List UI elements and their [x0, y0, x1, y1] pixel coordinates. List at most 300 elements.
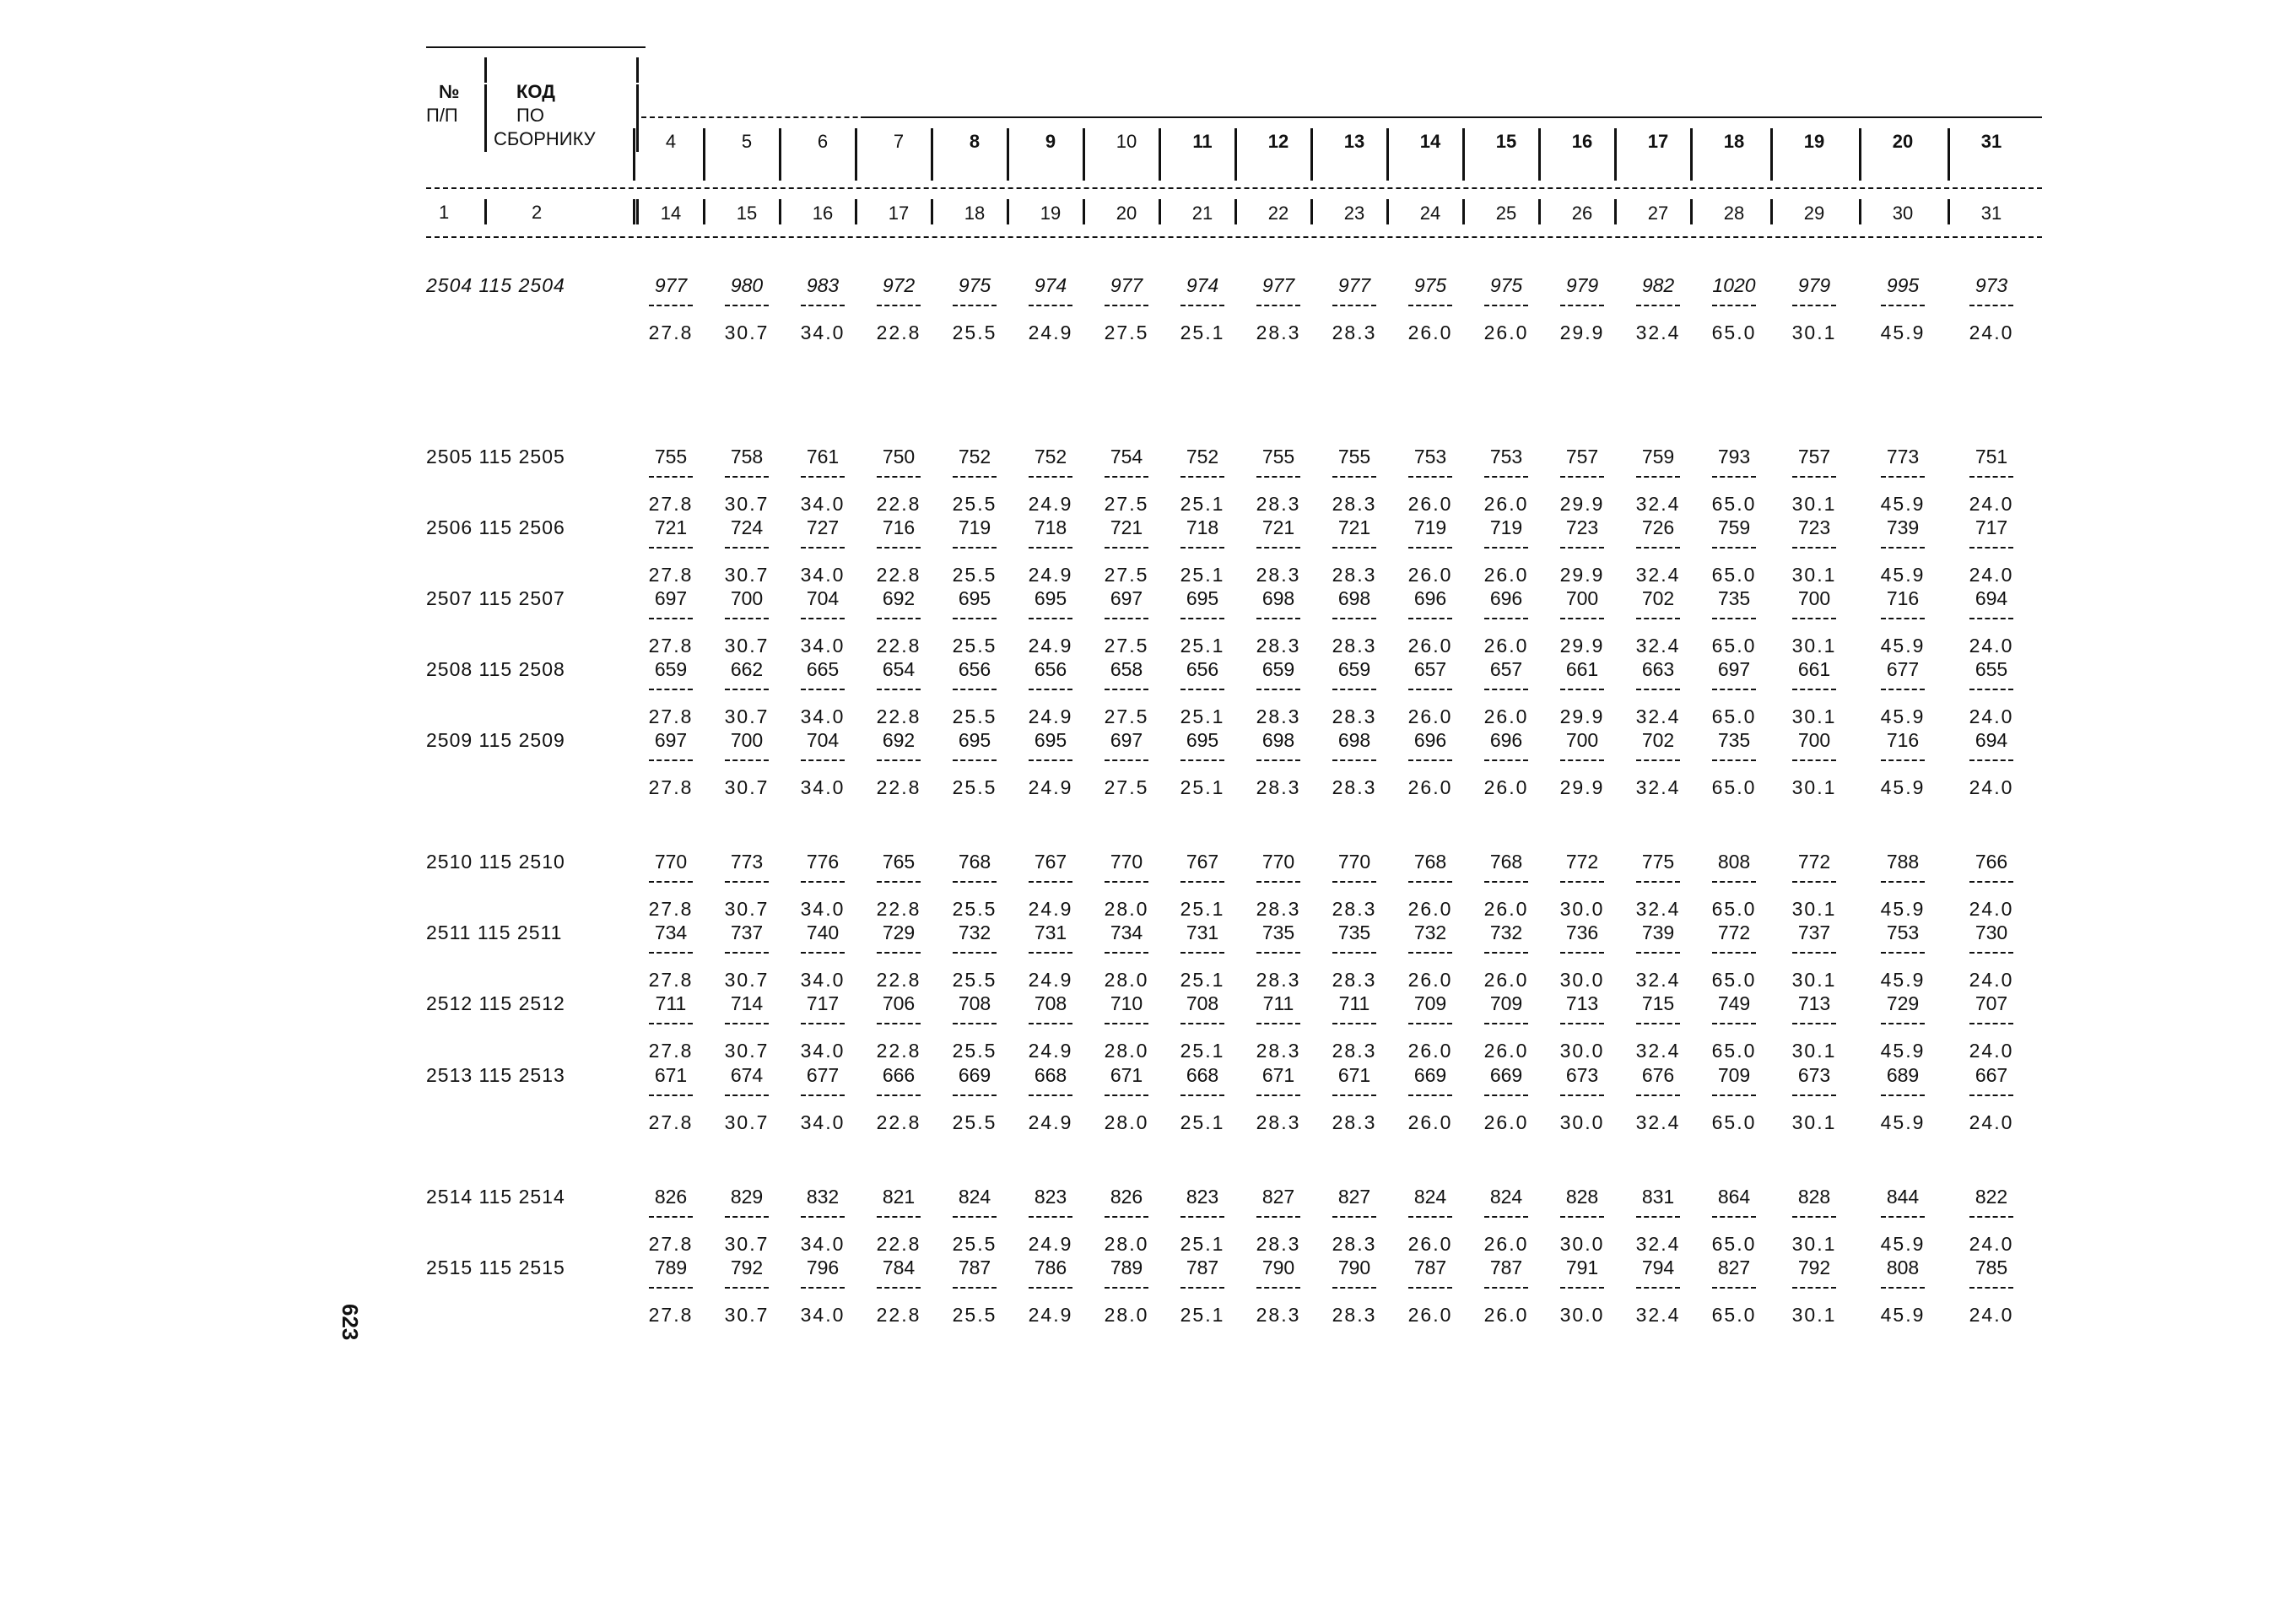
fraction-line	[953, 1094, 997, 1096]
row-code: 2511 115 2511	[426, 921, 563, 943]
cell-denominator: 25.1	[1180, 1040, 1225, 1062]
fraction-line	[1969, 1287, 2013, 1289]
cell-denominator: 30.0	[1559, 1040, 1605, 1062]
fraction-line	[1332, 1023, 1376, 1024]
fraction-line	[725, 1023, 769, 1024]
fraction-line	[1029, 1094, 1072, 1096]
cell-denominator: 45.9	[1880, 898, 1926, 920]
cell-denominator: 30.1	[1791, 898, 1837, 920]
fraction-line	[801, 1287, 845, 1289]
fraction-line	[1408, 881, 1452, 883]
fraction-line	[649, 881, 693, 883]
cell-numerator: 787	[1413, 1257, 1447, 1278]
cell-denominator: 45.9	[1880, 564, 1926, 586]
cell-numerator: 1020	[1712, 274, 1756, 296]
fraction-line	[1180, 476, 1224, 478]
fraction-line	[1881, 881, 1925, 883]
cell-denominator: 24.9	[1028, 705, 1073, 727]
header-column-divider	[1614, 199, 1617, 224]
cell-denominator: 28.3	[1256, 1111, 1301, 1133]
cell-denominator: 29.9	[1559, 705, 1605, 727]
fraction-line	[1792, 689, 1836, 690]
cell-numerator: 709	[1489, 992, 1523, 1014]
fraction-line	[953, 1023, 997, 1024]
header-column-divider	[1234, 199, 1237, 224]
cell-denominator: 34.0	[800, 705, 845, 727]
cell-denominator: 28.3	[1332, 1111, 1377, 1133]
header-top-column-number: 19	[1803, 131, 1825, 152]
fraction-line	[1408, 1216, 1452, 1218]
fraction-line	[1636, 1023, 1680, 1024]
cell-numerator: 726	[1641, 516, 1675, 538]
cell-numerator: 658	[1110, 658, 1143, 680]
cell-denominator: 30.7	[724, 493, 770, 515]
cell-numerator: 694	[1975, 587, 2008, 609]
fraction-line	[1332, 305, 1376, 306]
cell-numerator: 977	[654, 274, 688, 296]
row-code: 2514 115 2514	[426, 1186, 565, 1208]
cell-denominator: 26.0	[1483, 898, 1529, 920]
header-column-divider	[1310, 128, 1313, 181]
cell-numerator: 661	[1797, 658, 1831, 680]
cell-numerator: 717	[806, 992, 840, 1014]
fraction-line	[1636, 952, 1680, 954]
cell-numerator: 982	[1641, 274, 1675, 296]
cell-numerator: 700	[730, 729, 764, 751]
cell-numerator: 713	[1797, 992, 1831, 1014]
cell-numerator: 709	[1413, 992, 1447, 1014]
fraction-line	[725, 881, 769, 883]
fraction-line	[1636, 759, 1680, 761]
cell-numerator: 704	[806, 729, 840, 751]
header-column-divider	[633, 128, 635, 181]
header-top-column-number: 17	[1647, 131, 1669, 152]
cell-denominator: 24.9	[1028, 493, 1073, 515]
cell-denominator: 25.5	[952, 322, 997, 343]
cell-denominator: 25.1	[1180, 322, 1225, 343]
fraction-line	[1969, 952, 2013, 954]
header-col2-number: 2	[532, 202, 543, 223]
header-top-column-number: 12	[1267, 131, 1289, 152]
cell-denominator: 30.7	[724, 705, 770, 727]
cell-numerator: 716	[1886, 729, 1920, 751]
cell-numerator: 761	[806, 446, 840, 468]
fraction-line	[1180, 1216, 1224, 1218]
cell-numerator: 698	[1337, 729, 1371, 751]
header-top-column-number: 14	[1419, 131, 1441, 152]
cell-denominator: 32.4	[1635, 776, 1681, 798]
cell-numerator: 788	[1886, 851, 1920, 873]
cell-denominator: 28.3	[1256, 898, 1301, 920]
fraction-line	[1180, 1287, 1224, 1289]
row-code: 2504 115 2504	[426, 274, 565, 296]
fraction-line	[1180, 305, 1224, 306]
fraction-line	[649, 689, 693, 690]
cell-denominator: 24.0	[1969, 776, 2014, 798]
fraction-line	[1792, 881, 1836, 883]
cell-denominator: 30.1	[1791, 564, 1837, 586]
cell-numerator: 785	[1975, 1257, 2008, 1278]
fraction-line	[1484, 476, 1528, 478]
cell-numerator: 689	[1886, 1064, 1920, 1086]
fraction-line	[953, 881, 997, 883]
cell-denominator: 27.5	[1104, 635, 1149, 657]
cell-denominator: 28.3	[1256, 1304, 1301, 1326]
fraction-line	[725, 1094, 769, 1096]
fraction-line	[801, 689, 845, 690]
cell-numerator: 773	[730, 851, 764, 873]
fraction-line	[1256, 476, 1300, 478]
cell-denominator: 45.9	[1880, 493, 1926, 515]
cell-numerator: 750	[882, 446, 916, 468]
cell-numerator: 657	[1489, 658, 1523, 680]
cell-denominator: 27.5	[1104, 776, 1149, 798]
cell-numerator: 737	[1797, 921, 1831, 943]
cell-denominator: 28.3	[1332, 322, 1377, 343]
cell-denominator: 25.1	[1180, 1233, 1225, 1255]
cell-numerator: 734	[654, 921, 688, 943]
fraction-line	[1560, 952, 1604, 954]
cell-numerator: 792	[1797, 1257, 1831, 1278]
cell-numerator: 656	[958, 658, 991, 680]
header-top-column-number: 5	[741, 131, 753, 152]
cell-denominator: 32.4	[1635, 705, 1681, 727]
cell-denominator: 28.3	[1256, 635, 1301, 657]
cell-numerator: 677	[1886, 658, 1920, 680]
cell-denominator: 28.3	[1332, 969, 1377, 991]
row-code: 2505 115 2505	[426, 446, 565, 468]
cell-numerator: 697	[654, 587, 688, 609]
header-column-divider	[633, 199, 635, 224]
fraction-line	[801, 759, 845, 761]
fraction-line	[649, 305, 693, 306]
cell-numerator: 753	[1886, 921, 1920, 943]
cell-denominator: 30.0	[1559, 1111, 1605, 1133]
cell-denominator: 26.0	[1483, 705, 1529, 727]
cell-denominator: 34.0	[800, 635, 845, 657]
cell-numerator: 695	[1186, 729, 1219, 751]
fraction-line	[1029, 952, 1072, 954]
header-mid-rule-solid	[861, 116, 2042, 118]
cell-numerator: 668	[1034, 1064, 1067, 1086]
cell-numerator: 730	[1975, 921, 2008, 943]
cell-denominator: 30.7	[724, 1304, 770, 1326]
cell-numerator: 995	[1886, 274, 1920, 296]
cell-numerator: 823	[1186, 1186, 1219, 1208]
fraction-line	[877, 1023, 921, 1024]
cell-denominator: 32.4	[1635, 898, 1681, 920]
row-code: 2509 115 2509	[426, 729, 565, 751]
fraction-line	[1881, 476, 1925, 478]
cell-denominator: 28.3	[1332, 776, 1377, 798]
cell-numerator: 755	[654, 446, 688, 468]
cell-denominator: 27.8	[648, 1304, 694, 1326]
cell-numerator: 713	[1565, 992, 1599, 1014]
fraction-line	[1105, 1287, 1148, 1289]
fraction-line	[1029, 1023, 1072, 1024]
cell-numerator: 700	[1565, 729, 1599, 751]
fraction-line	[877, 881, 921, 883]
fraction-line	[877, 952, 921, 954]
cell-numerator: 700	[1797, 729, 1831, 751]
fraction-line	[1636, 547, 1680, 549]
cell-denominator: 26.0	[1407, 969, 1453, 991]
cell-denominator: 26.0	[1483, 969, 1529, 991]
cell-denominator: 65.0	[1711, 1111, 1757, 1133]
fraction-line	[877, 476, 921, 478]
cell-numerator: 721	[654, 516, 688, 538]
cell-denominator: 29.9	[1559, 635, 1605, 657]
cell-denominator: 27.8	[648, 969, 694, 991]
cell-numerator: 768	[958, 851, 991, 873]
fraction-line	[725, 476, 769, 478]
cell-numerator: 754	[1110, 446, 1143, 468]
cell-numerator: 793	[1717, 446, 1751, 468]
fraction-line	[1180, 1023, 1224, 1024]
fraction-line	[1029, 547, 1072, 549]
fraction-line	[877, 759, 921, 761]
header-column-divider	[931, 128, 933, 181]
cell-denominator: 26.0	[1407, 776, 1453, 798]
fraction-line	[1332, 881, 1376, 883]
fraction-line	[953, 1216, 997, 1218]
cell-denominator: 26.0	[1407, 1040, 1453, 1062]
fraction-line	[1484, 1023, 1528, 1024]
cell-numerator: 655	[1975, 658, 2008, 680]
cell-numerator: 662	[730, 658, 764, 680]
header-divider	[636, 57, 639, 83]
fraction-line	[1712, 547, 1756, 549]
fraction-line	[877, 618, 921, 619]
cell-numerator: 721	[1261, 516, 1295, 538]
cell-denominator: 28.3	[1256, 322, 1301, 343]
cell-numerator: 864	[1717, 1186, 1751, 1208]
fraction-line	[1484, 618, 1528, 619]
header-column-divider	[1083, 128, 1085, 181]
cell-numerator: 794	[1641, 1257, 1675, 1278]
cell-numerator: 727	[806, 516, 840, 538]
cell-numerator: 695	[1186, 587, 1219, 609]
cell-denominator: 26.0	[1483, 1233, 1529, 1255]
cell-denominator: 25.1	[1180, 776, 1225, 798]
fraction-line	[1332, 689, 1376, 690]
header-bottom-column-number: 20	[1116, 203, 1137, 224]
header-column-divider	[1770, 199, 1773, 224]
cell-denominator: 22.8	[876, 1040, 921, 1062]
cell-denominator: 30.7	[724, 969, 770, 991]
header-column-divider	[1948, 199, 1950, 224]
header-bottom-column-number: 29	[1803, 203, 1825, 224]
header-column-divider	[1007, 199, 1009, 224]
header-column-divider	[1386, 128, 1389, 181]
cell-denominator: 28.0	[1104, 1233, 1149, 1255]
cell-denominator: 24.0	[1969, 1111, 2014, 1133]
cell-numerator: 828	[1797, 1186, 1831, 1208]
fraction-line	[1712, 1023, 1756, 1024]
cell-numerator: 827	[1717, 1257, 1751, 1278]
fraction-line	[1560, 547, 1604, 549]
cell-numerator: 826	[654, 1186, 688, 1208]
cell-denominator: 29.9	[1559, 776, 1605, 798]
cell-numerator: 704	[806, 587, 840, 609]
fraction-line	[1636, 476, 1680, 478]
cell-numerator: 657	[1413, 658, 1447, 680]
cell-numerator: 656	[1034, 658, 1067, 680]
cell-denominator: 28.3	[1332, 635, 1377, 657]
fraction-line	[877, 547, 921, 549]
cell-denominator: 45.9	[1880, 1304, 1926, 1326]
cell-numerator: 752	[1186, 446, 1219, 468]
fraction-line	[1969, 547, 2013, 549]
cell-denominator: 22.8	[876, 635, 921, 657]
cell-numerator: 751	[1975, 446, 2008, 468]
fraction-line	[1560, 476, 1604, 478]
fraction-line	[1105, 1094, 1148, 1096]
cell-denominator: 30.7	[724, 776, 770, 798]
fraction-line	[1712, 618, 1756, 619]
header-top-column-number: 4	[665, 131, 677, 152]
cell-numerator: 770	[1337, 851, 1371, 873]
header-column-divider	[703, 199, 705, 224]
fraction-line	[953, 1287, 997, 1289]
header-top-column-number: 31	[1980, 131, 2002, 152]
cell-numerator: 654	[882, 658, 916, 680]
fraction-line	[1105, 689, 1148, 690]
cell-numerator: 844	[1886, 1186, 1920, 1208]
fraction-line	[1560, 1216, 1604, 1218]
cell-numerator: 808	[1886, 1257, 1920, 1278]
fraction-line	[1029, 689, 1072, 690]
cell-denominator: 29.9	[1559, 322, 1605, 343]
cell-numerator: 827	[1337, 1186, 1371, 1208]
fraction-line	[1881, 1023, 1925, 1024]
header-top-column-number: 8	[969, 131, 981, 152]
header-sbornik-label: СБОРНИКУ	[494, 128, 596, 149]
cell-numerator: 791	[1565, 1257, 1599, 1278]
fraction-line	[1180, 1094, 1224, 1096]
cell-denominator: 65.0	[1711, 969, 1757, 991]
cell-denominator: 34.0	[800, 776, 845, 798]
header-column-divider	[931, 199, 933, 224]
fraction-line	[1029, 305, 1072, 306]
fraction-line	[1484, 952, 1528, 954]
header-column-divider	[779, 199, 781, 224]
fraction-line	[1105, 881, 1148, 883]
cell-numerator: 696	[1413, 587, 1447, 609]
cell-numerator: 826	[1110, 1186, 1143, 1208]
fraction-line	[1636, 305, 1680, 306]
fraction-line	[1256, 1023, 1300, 1024]
fraction-line	[1484, 1287, 1528, 1289]
header-column-divider	[1159, 128, 1161, 181]
cell-denominator: 24.0	[1969, 635, 2014, 657]
fraction-line	[801, 547, 845, 549]
cell-denominator: 24.0	[1969, 898, 2014, 920]
cell-numerator: 974	[1034, 274, 1067, 296]
fraction-line	[725, 547, 769, 549]
header-top-column-number: 15	[1495, 131, 1517, 152]
cell-denominator: 26.0	[1483, 776, 1529, 798]
cell-numerator: 827	[1261, 1186, 1295, 1208]
cell-numerator: 710	[1110, 992, 1143, 1014]
cell-numerator: 731	[1186, 921, 1219, 943]
fraction-line	[1029, 1216, 1072, 1218]
cell-denominator: 32.4	[1635, 1040, 1681, 1062]
cell-denominator: 22.8	[876, 1233, 921, 1255]
cell-numerator: 669	[958, 1064, 991, 1086]
fraction-line	[1256, 881, 1300, 883]
header-column-divider	[1234, 128, 1237, 181]
cell-denominator: 32.4	[1635, 322, 1681, 343]
cell-numerator: 979	[1565, 274, 1599, 296]
fraction-line	[801, 952, 845, 954]
header-bottom-column-number: 15	[736, 203, 758, 224]
header-bottom-column-number: 21	[1191, 203, 1213, 224]
cell-denominator: 30.0	[1559, 1304, 1605, 1326]
cell-numerator: 659	[654, 658, 688, 680]
cell-numerator: 772	[1565, 851, 1599, 873]
cell-denominator: 45.9	[1880, 705, 1926, 727]
fraction-line	[1029, 618, 1072, 619]
cell-numerator: 739	[1886, 516, 1920, 538]
fraction-line	[1969, 759, 2013, 761]
cell-denominator: 24.9	[1028, 1111, 1073, 1133]
fraction-line	[1712, 476, 1756, 478]
fraction-line	[1484, 689, 1528, 690]
cell-denominator: 28.3	[1332, 705, 1377, 727]
fraction-line	[1256, 1216, 1300, 1218]
row-code: 2506 115 2506	[426, 516, 565, 538]
cell-denominator: 25.1	[1180, 1111, 1225, 1133]
fraction-line	[1332, 476, 1376, 478]
fraction-line	[1180, 547, 1224, 549]
cell-denominator: 30.1	[1791, 322, 1837, 343]
cell-denominator: 34.0	[800, 969, 845, 991]
cell-numerator: 772	[1797, 851, 1831, 873]
header-column-divider	[1948, 128, 1950, 181]
cell-denominator: 32.4	[1635, 635, 1681, 657]
cell-denominator: 30.7	[724, 635, 770, 657]
cell-numerator: 768	[1489, 851, 1523, 873]
cell-denominator: 27.8	[648, 1111, 694, 1133]
cell-denominator: 26.0	[1407, 898, 1453, 920]
fraction-line	[1256, 305, 1300, 306]
fraction-line	[1484, 759, 1528, 761]
cell-denominator: 45.9	[1880, 1040, 1926, 1062]
cell-denominator: 24.0	[1969, 1233, 2014, 1255]
fraction-line	[1712, 881, 1756, 883]
header-top-column-number: 11	[1192, 131, 1213, 152]
cell-numerator: 708	[958, 992, 991, 1014]
cell-numerator: 808	[1717, 851, 1751, 873]
cell-denominator: 25.1	[1180, 635, 1225, 657]
cell-denominator: 28.3	[1256, 776, 1301, 798]
fraction-line	[1408, 1094, 1452, 1096]
cell-numerator: 766	[1975, 851, 2008, 873]
cell-numerator: 755	[1261, 446, 1295, 468]
fraction-line	[953, 759, 997, 761]
cell-numerator: 721	[1337, 516, 1371, 538]
cell-denominator: 34.0	[800, 1233, 845, 1255]
fraction-line	[801, 881, 845, 883]
cell-denominator: 34.0	[800, 1304, 845, 1326]
cell-denominator: 25.1	[1180, 564, 1225, 586]
cell-numerator: 696	[1413, 729, 1447, 751]
cell-numerator: 697	[654, 729, 688, 751]
header-divider	[484, 57, 487, 83]
fraction-line	[1105, 305, 1148, 306]
cell-numerator: 695	[1034, 729, 1067, 751]
